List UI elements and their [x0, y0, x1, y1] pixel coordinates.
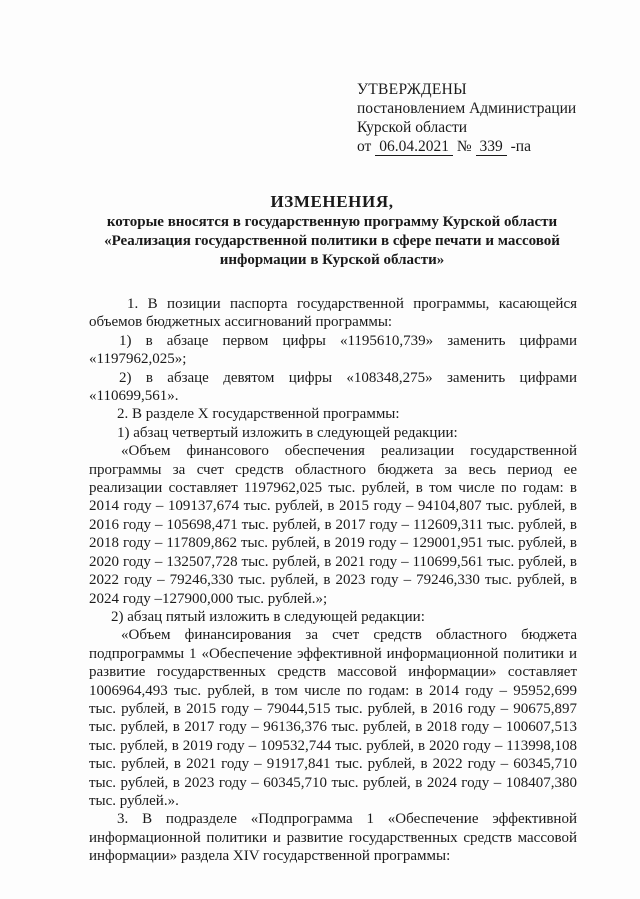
paragraph-7: 2) абзац пятый изложить в следующей редакции:	[111, 608, 425, 625]
paragraph-3: 2) в абзаце девятом цифры «108348,275» заменить цифрами «110699,561».	[89, 369, 577, 405]
heading-line-1: которые вносятся в государственную программу Курской области	[106, 214, 558, 230]
paragraph-2: 1) в абзаце первом цифры «1195610,739» заменить цифрами «1197962,025»;	[89, 332, 577, 368]
approval-line-2: Курской области	[357, 119, 468, 136]
paragraph-9: 3. В подразделе «Подпрограмма 1 «Обеспечение эффективной информационной политики и развитие государственных средств массовой информации» раздела XIV государственной программы:	[89, 811, 577, 865]
approval-number: 339	[476, 138, 507, 156]
number-suffix: -па	[510, 138, 531, 155]
approval-date-line	[357, 137, 607, 156]
number-prefix: №	[456, 138, 472, 155]
approval-title: УТВЕРЖДЕНЫ	[357, 81, 467, 98]
paragraph-4: 2. В разделе X государственной программы:	[117, 406, 400, 423]
paragraph-6: «Объем финансового обеспечения реализации государственной программы за счет средств областного бюджета за весь период ее реализации составляет 1197962,025 тыс. рублей, в том числе по годам: в 2014 году – 109137,674 тыс. рублей, в 2015 году – 94104,807 тыс. рублей, в 2016 году – 105698,471 тыс. рублей, в 2017 году – 112609,311 тыс. рублей, в 2018 году – 117809,862 тыс. рублей, в 2019 году – 129001,951 тыс. рублей, в 2020 году – 132507,728 тыс. рублей, в 2021 году – 110699,561 тыс. рублей, в 2022 году – 79246,330 тыс. рублей, в 2023 году – 79246,330 тыс. рублей, в 2024 году –127900,000 тыс. рублей.»;	[89, 443, 577, 607]
document-heading	[82, 191, 582, 270]
approval-date: 06.04.2021	[375, 138, 453, 156]
paragraph-8: «Объем финансирования за счет средств областного бюджета подпрограммы 1 «Обеспечение эффективной информационной политики и развитие государственных средств массовой информации» составляет 1006964,493 тыс. рублей, в том числе по годам: в 2014 году – 95952,699 тыс. рублей, в 2015 году – 79044,515 тыс. рублей, в 2016 году – 90675,897 тыс. рублей, в 2017 году – 96136,376 тыс. рублей, в 2018 году – 100607,513 тыс. рублей, в 2019 году – 109532,744 тыс. рублей, в 2020 году – 113998,108 тыс. рублей, в 2021 году – 91917,841 тыс. рублей, в 2022 году – 60345,710 тыс. рублей, в 2023 году – 60345,710 тыс. рублей, в 2024 году – 108407,380 тыс. рублей.».	[89, 627, 577, 809]
approval-block	[357, 80, 607, 156]
paragraph-1: 1. В позиции паспорта государственной программы, касающейся объемов бюджетных ассигнований программы:	[89, 296, 577, 331]
heading-line-3: информации в Курской области»	[219, 252, 445, 268]
heading-line-2: «Реализация государственной политики в сфере печати и массовой	[104, 233, 560, 249]
approval-line-1: постановлением Администрации	[357, 100, 577, 117]
heading-title: ИЗМЕНЕНИЯ,	[270, 192, 394, 211]
paragraph-5: 1) абзац четвертый изложить в следующей редакции:	[117, 424, 458, 441]
date-prefix: от	[357, 138, 372, 155]
document-body	[89, 295, 577, 866]
